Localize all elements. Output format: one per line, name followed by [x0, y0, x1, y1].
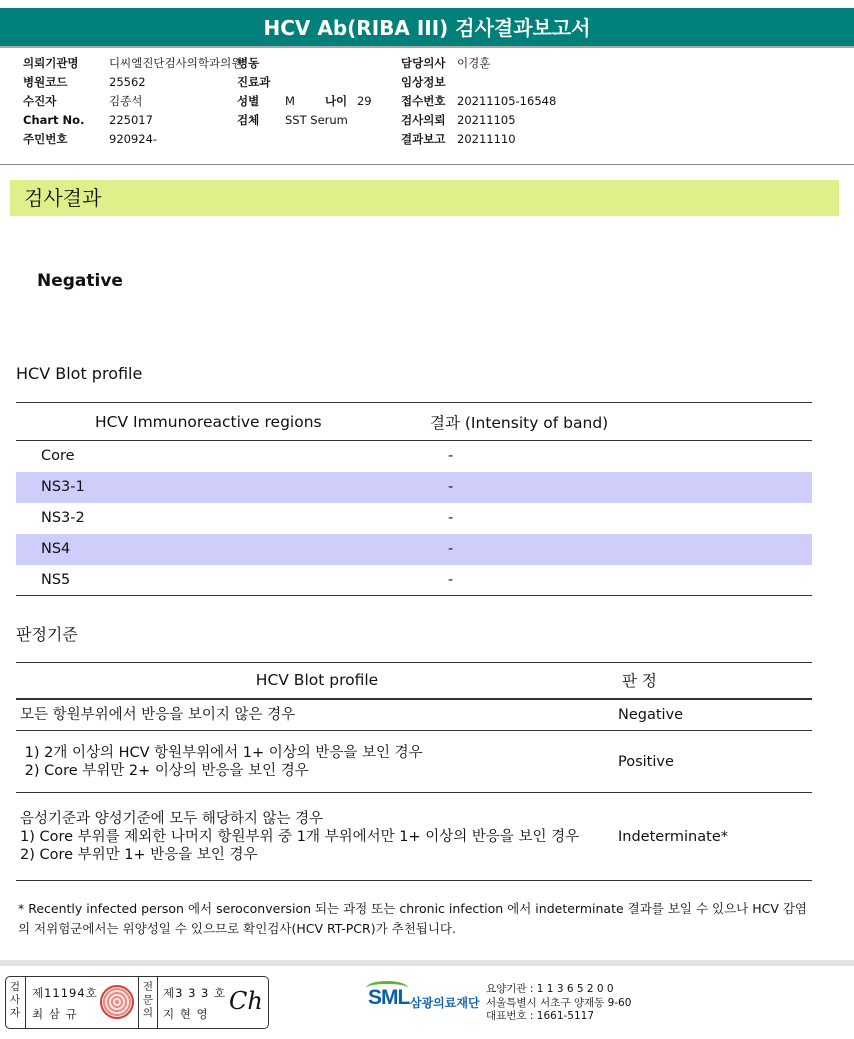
info-row-department — [237, 73, 372, 92]
condition-line: 모든 항원부위에서 반응을 보이지 않은 경우 — [20, 706, 296, 723]
info-row-resident-no — [23, 130, 242, 149]
table-row — [16, 699, 812, 731]
result-cell: - — [448, 510, 454, 526]
column-header-region: HCV Immunoreactive regions — [16, 403, 426, 441]
info-value: 225017 — [109, 113, 153, 127]
info-value: 920924- — [109, 132, 158, 146]
patient-info-right — [401, 54, 556, 149]
info-label: 접수번호 — [401, 94, 446, 108]
region-cell: NS3-1 — [16, 472, 426, 503]
condition-line: 2) Core 부위만 2+ 이상의 반응을 보인 경우 — [20, 762, 309, 779]
signature-box — [5, 976, 269, 1029]
org-name: 삼광의료재단 — [410, 996, 480, 1010]
info-label: 수진자 — [23, 94, 57, 108]
table-row — [16, 565, 812, 596]
info-row-doctor — [401, 54, 556, 73]
info-label: 의뢰기관명 — [23, 56, 79, 70]
org-info-line: 대표번호 : 1661-5117 — [486, 1010, 595, 1022]
criteria-table — [16, 662, 812, 881]
info-value: 이경훈 — [457, 56, 491, 70]
report-title: HCV Ab(RIBA III) 검사결과보고서 — [0, 8, 854, 48]
overall-result: Negative — [37, 271, 123, 291]
table-row — [16, 503, 812, 534]
info-row-ward — [237, 54, 372, 73]
info-label: 임상정보 — [401, 75, 446, 89]
age-value: 29 — [356, 94, 372, 108]
divider — [157, 977, 158, 1028]
region-cell: Core — [41, 448, 75, 465]
info-row-sex-age — [237, 92, 372, 111]
info-label: 진료과 — [237, 75, 271, 89]
info-row-institution — [23, 54, 242, 73]
criteria-judgement: Positive — [618, 731, 812, 793]
table-row — [16, 534, 812, 565]
info-row-accession-no — [401, 92, 556, 111]
info-label: 주민번호 — [23, 132, 68, 146]
info-row-report-date — [401, 130, 556, 149]
info-row-patient — [23, 92, 242, 111]
info-label: 검사의뢰 — [401, 113, 446, 127]
age-label: 나이 — [324, 94, 348, 108]
table-row — [16, 441, 812, 472]
condition-line: 1) Core 부위를 제외한 나머지 항원부위 중 1개 부위에서만 1+ 이상의 반응을 보인 경우 — [20, 828, 580, 845]
info-value: SST Serum — [285, 113, 348, 127]
info-value: 김종석 — [109, 94, 143, 108]
condition-line: 1) 2개 이상의 HCV 항원부위에서 1+ 이상의 반응을 보인 경우 — [20, 744, 423, 761]
region-cell: NS4 — [16, 534, 426, 565]
info-label: Chart No. — [23, 113, 85, 127]
condition-line: 음성기준과 양성기준에 모두 해당하지 않는 경우 — [20, 810, 324, 827]
info-value: M — [285, 94, 295, 108]
info-value: 20211105-16548 — [457, 94, 557, 108]
blot-profile-table — [16, 402, 812, 596]
info-row-chart-no — [23, 111, 242, 130]
column-header-judgement: 판 정 — [618, 663, 812, 699]
info-label: 검체 — [237, 113, 260, 127]
divider — [0, 164, 854, 165]
table-row — [16, 793, 812, 881]
result-cell: - — [426, 534, 812, 565]
criteria-judgement: Negative — [618, 699, 812, 731]
info-label: 결과보고 — [401, 132, 446, 146]
divider — [25, 977, 26, 1028]
footer-divider — [0, 960, 854, 966]
column-header-profile: HCV Blot profile — [16, 663, 618, 699]
info-value: 20211110 — [457, 132, 516, 146]
result-cell: - — [448, 448, 454, 465]
info-value: 디씨엘진단검사의학과의원 — [109, 56, 243, 70]
column-header-result: 결과 (Intensity of band) — [426, 403, 812, 441]
info-label: 담당의사 — [401, 56, 446, 70]
result-cell: - — [426, 472, 812, 503]
info-row-clinical-info — [401, 73, 556, 92]
info-row-hospital-code — [23, 73, 242, 92]
region-cell: NS5 — [16, 565, 426, 596]
tester-label: 검사자 — [9, 981, 21, 1019]
criteria-heading: 판정기준 — [16, 625, 78, 644]
table-row — [16, 472, 812, 503]
specialist-license-no: 제3 3 3 호 — [163, 986, 227, 1000]
divider — [138, 977, 139, 1028]
tester-license-no: 제11194호 — [32, 986, 98, 1000]
info-label: 성별 — [237, 94, 260, 108]
criteria-condition — [16, 699, 618, 731]
specialist-name: 지 현 영 — [163, 1007, 209, 1021]
specialist-label: 전문의 — [142, 981, 154, 1019]
seal-stamp — [100, 985, 134, 1019]
blot-heading: HCV Blot profile — [16, 364, 143, 383]
info-value: 20211105 — [457, 113, 516, 127]
info-label: 병동 — [237, 56, 260, 70]
table-row — [16, 731, 812, 793]
region-cell: NS3-2 — [41, 510, 85, 526]
org-contact-info — [486, 983, 631, 1024]
org-info-line: 서울특별시 서초구 양재동 9-60 — [486, 996, 632, 1009]
footnote: * Recently infected person 에서 seroconversion 되는 과정 또는 chronic infection 에서 indeterminate 결과를 보일 수 있으나 HCV 감염의 저위험군에서는 위양성일 수 있으므로 확인검사(HCV RT-PCR)가 추천됩니다. — [18, 901, 808, 936]
sml-logo: SML — [368, 986, 410, 1009]
table-header-row — [16, 663, 812, 699]
table-header-row — [16, 403, 812, 441]
info-value: 25562 — [109, 75, 146, 89]
condition-line: 2) Core 부위만 1+ 반응을 보인 경우 — [20, 846, 258, 863]
org-info-line: 요양기관 : 1 1 3 6 5 2 0 0 — [486, 983, 614, 995]
result-cell: - — [426, 565, 812, 596]
tester-name: 최 삼 규 — [32, 1007, 78, 1021]
info-label: 병원코드 — [23, 75, 68, 89]
criteria-condition — [16, 731, 618, 793]
patient-info-mid — [237, 54, 372, 130]
patient-info-left — [23, 54, 242, 149]
criteria-condition — [16, 793, 618, 881]
section-title: 검사결과 — [10, 180, 839, 216]
criteria-judgement: Indeterminate* — [618, 793, 812, 881]
info-row-request-date — [401, 111, 556, 130]
handwritten-signature: Ch — [229, 987, 263, 1015]
info-row-specimen — [237, 111, 372, 130]
